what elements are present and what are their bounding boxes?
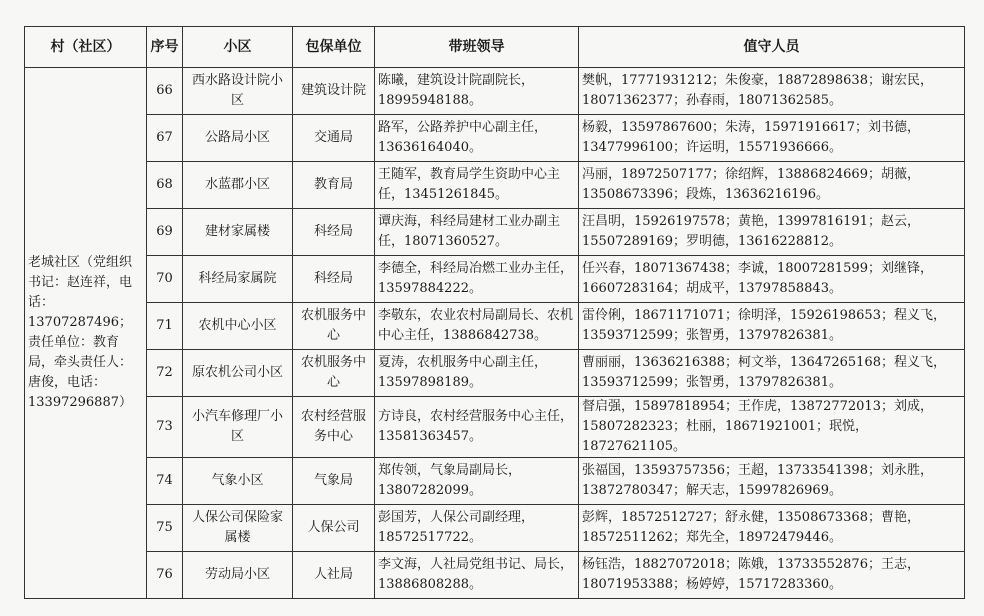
row-staff: 曹丽丽，13636216388；柯文举，13647265168；程义飞，13593712599；张智勇，13797826381。 xyxy=(579,350,965,397)
row-unit: 人保公司 xyxy=(293,505,375,552)
row-unit: 人社局 xyxy=(293,552,375,599)
row-unit: 交通局 xyxy=(293,115,375,162)
row-leader: 夏涛，农机服务中心副主任，13597898189。 xyxy=(375,350,579,397)
row-no: 68 xyxy=(147,162,183,209)
row-no: 72 xyxy=(147,350,183,397)
row-no: 71 xyxy=(147,303,183,350)
header-unit: 包保单位 xyxy=(293,27,375,68)
row-staff: 彭辉，18572512727；舒永健，13508673368；曹艳，18572511262；郑先全，18972479446。 xyxy=(579,505,965,552)
header-staff: 值守人员 xyxy=(579,27,965,68)
row-no: 66 xyxy=(147,68,183,115)
row-community: 劳动局小区 xyxy=(183,552,293,599)
row-leader: 李文海，人社局党组书记、局长，13886808288。 xyxy=(375,552,579,599)
village-cell: 老城社区（党组织书记：赵连祥，电话：13707287496；责任单位：教育局，牵头责任人：唐俊，电话：13397296887） xyxy=(25,68,147,599)
row-unit: 教育局 xyxy=(293,162,375,209)
row-unit: 科经局 xyxy=(293,209,375,256)
row-unit: 农村经营服务中心 xyxy=(293,397,375,458)
table-row xyxy=(25,350,965,397)
row-no: 73 xyxy=(147,397,183,458)
row-leader: 李敬东，农业农村局副局长、农机中心主任，13886842738。 xyxy=(375,303,579,350)
row-no: 74 xyxy=(147,458,183,505)
row-staff: 督启强，15897818954；王作虎，13872772013；刘成，15807282323；杜丽，18671921001；珉悦，18727621105。 xyxy=(579,397,965,458)
table-row xyxy=(25,505,965,552)
row-community: 公路局小区 xyxy=(183,115,293,162)
row-staff: 樊帆，17771931212；朱俊豪，18872898638；谢宏民，18071362377；孙春雨，18071362585。 xyxy=(579,68,965,115)
row-leader: 彭国芳，人保公司副经理，18572517722。 xyxy=(375,505,579,552)
row-community: 西水路设计院小区 xyxy=(183,68,293,115)
table-row xyxy=(25,303,965,350)
table-row xyxy=(25,397,965,458)
table-row xyxy=(25,162,965,209)
row-leader: 方诗良，农村经营服务中心主任，13581363457。 xyxy=(375,397,579,458)
row-community: 科经局家属院 xyxy=(183,256,293,303)
table-row xyxy=(25,209,965,256)
row-community: 小汽车修理厂小区 xyxy=(183,397,293,458)
table-row xyxy=(25,68,965,115)
row-staff: 雷伶俐，18671171071；徐明泽，15926198653；程义飞，13593712599；张智勇，13797826381。 xyxy=(579,303,965,350)
row-community: 人保公司保险家属楼 xyxy=(183,505,293,552)
row-no: 75 xyxy=(147,505,183,552)
header-community: 小区 xyxy=(183,27,293,68)
duty-roster-table xyxy=(24,26,965,599)
table-row xyxy=(25,256,965,303)
row-unit: 建筑设计院 xyxy=(293,68,375,115)
row-community: 原农机公司小区 xyxy=(183,350,293,397)
row-staff: 杨毅，13597867600；朱涛，15971916617；刘书德，13477996100；许运明，15571936666。 xyxy=(579,115,965,162)
header-row xyxy=(25,27,965,68)
row-unit: 农机服务中心 xyxy=(293,350,375,397)
row-community: 气象小区 xyxy=(183,458,293,505)
header-leader: 带班领导 xyxy=(375,27,579,68)
row-leader: 谭庆海，科经局建材工业办副主任，18071360527。 xyxy=(375,209,579,256)
row-community: 农机中心小区 xyxy=(183,303,293,350)
row-leader: 陈曦，建筑设计院副院长，18995948188。 xyxy=(375,68,579,115)
header-village: 村（社区） xyxy=(25,27,147,68)
table-row xyxy=(25,552,965,599)
row-no: 70 xyxy=(147,256,183,303)
row-no: 69 xyxy=(147,209,183,256)
row-leader: 路军，公路养护中心副主任，13636164040。 xyxy=(375,115,579,162)
row-community: 建材家属楼 xyxy=(183,209,293,256)
row-leader: 郑传领，气象局副局长，13807282099。 xyxy=(375,458,579,505)
row-no: 67 xyxy=(147,115,183,162)
row-staff: 杨钰浩，18827072018；陈娥，13733552876；王志，18071953388；杨婷婷，15717283360。 xyxy=(579,552,965,599)
row-staff: 冯丽，18972507177；徐绍辉，13886824669；胡薇，13508673396；段炼，13636216196。 xyxy=(579,162,965,209)
row-no: 76 xyxy=(147,552,183,599)
row-community: 水蓝郡小区 xyxy=(183,162,293,209)
header-no: 序号 xyxy=(147,27,183,68)
row-leader: 王随军，教育局学生资助中心主任，13451261845。 xyxy=(375,162,579,209)
table-row xyxy=(25,458,965,505)
row-unit: 科经局 xyxy=(293,256,375,303)
row-staff: 汪昌明，15926197578；黄艳，13997816191；赵云，15507289169；罗明德，13616228812。 xyxy=(579,209,965,256)
row-unit: 农机服务中心 xyxy=(293,303,375,350)
row-staff: 任兴春，18071367438；李诚，18007281599；刘继锋，16607283164；胡成平，13797858843。 xyxy=(579,256,965,303)
row-leader: 李德全，科经局冶燃工业办主任，13597884222。 xyxy=(375,256,579,303)
row-staff: 张福国，13593757356；王超，13733541398；刘永胜，13872780347；解天志，15997826969。 xyxy=(579,458,965,505)
table-row xyxy=(25,115,965,162)
row-unit: 气象局 xyxy=(293,458,375,505)
